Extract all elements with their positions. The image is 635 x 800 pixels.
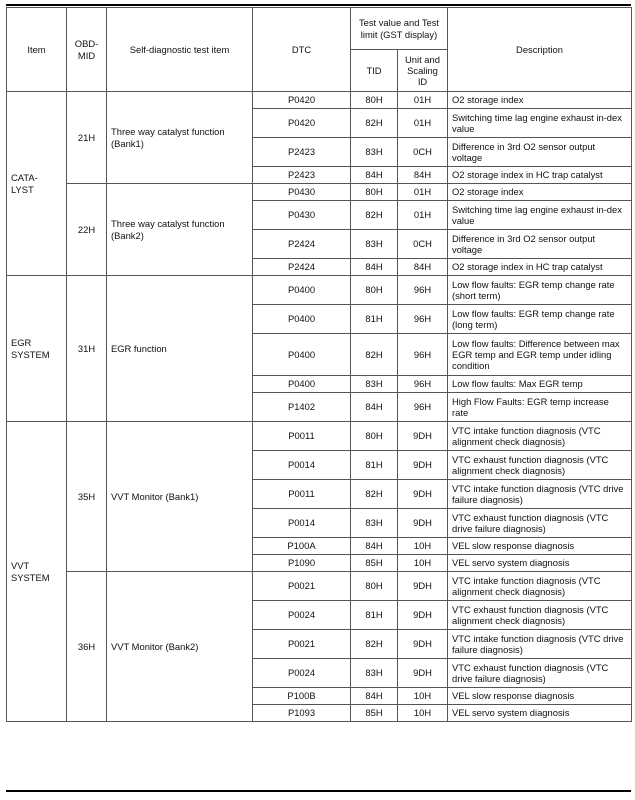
obd-mid-cell: 35H: [67, 422, 107, 572]
tid-cell: 82H: [351, 630, 398, 659]
description-cell: VTC intake function diagnosis (VTC drive failure diagnosis): [448, 630, 632, 659]
unit-cell: 01H: [398, 184, 448, 201]
tid-cell: 80H: [351, 572, 398, 601]
description-cell: Switching time lag engine exhaust in-dex value: [448, 109, 632, 138]
description-cell: Switching time lag engine exhaust in-dex value: [448, 201, 632, 230]
dtc-cell: P0024: [253, 601, 351, 630]
header-tid: TID: [351, 50, 398, 92]
dtc-cell: P0011: [253, 480, 351, 509]
tid-cell: 84H: [351, 538, 398, 555]
description-cell: VEL servo system diagnosis: [448, 555, 632, 572]
tid-cell: 80H: [351, 184, 398, 201]
description-cell: VTC intake function diagnosis (VTC alignment check diagnosis): [448, 422, 632, 451]
tid-cell: 82H: [351, 480, 398, 509]
dtc-cell: P2424: [253, 259, 351, 276]
test-item-cell: Three way catalyst function (Bank1): [107, 92, 253, 184]
description-cell: VTC intake function diagnosis (VTC drive failure diagnosis): [448, 480, 632, 509]
unit-cell: 9DH: [398, 572, 448, 601]
test-item-cell: VVT Monitor (Bank1): [107, 422, 253, 572]
bottom-rule: [6, 790, 631, 792]
dtc-cell: P0400: [253, 276, 351, 305]
header-item: Item: [7, 8, 67, 92]
unit-cell: 01H: [398, 201, 448, 230]
description-cell: Low flow faults: EGR temp change rate (short term): [448, 276, 632, 305]
unit-cell: 9DH: [398, 659, 448, 688]
dtc-cell: P0420: [253, 92, 351, 109]
unit-cell: 9DH: [398, 509, 448, 538]
table-row: [7, 184, 632, 201]
table-row: [7, 422, 632, 451]
unit-cell: 84H: [398, 259, 448, 276]
dtc-cell: P0430: [253, 184, 351, 201]
unit-cell: 84H: [398, 167, 448, 184]
dtc-cell: P0400: [253, 305, 351, 334]
table-body: [7, 92, 632, 722]
dtc-cell: P2423: [253, 138, 351, 167]
tid-cell: 82H: [351, 334, 398, 376]
tid-cell: 80H: [351, 276, 398, 305]
test-item-cell: VVT Monitor (Bank2): [107, 572, 253, 722]
tid-cell: 81H: [351, 305, 398, 334]
tid-cell: 84H: [351, 688, 398, 705]
description-cell: VTC intake function diagnosis (VTC alignment check diagnosis): [448, 572, 632, 601]
description-cell: VTC exhaust function diagnosis (VTC drive failure diagnosis): [448, 509, 632, 538]
unit-cell: 01H: [398, 92, 448, 109]
description-cell: VTC exhaust function diagnosis (VTC alignment check diagnosis): [448, 601, 632, 630]
unit-cell: 96H: [398, 276, 448, 305]
tid-cell: 83H: [351, 659, 398, 688]
unit-cell: 9DH: [398, 630, 448, 659]
dtc-cell: P1093: [253, 705, 351, 722]
unit-cell: 0CH: [398, 138, 448, 167]
header-obd-mid: [67, 8, 107, 92]
dtc-cell: P100B: [253, 688, 351, 705]
item-cell: EGR SYSTEM: [7, 276, 67, 422]
tid-cell: 84H: [351, 393, 398, 422]
tid-cell: 82H: [351, 109, 398, 138]
description-cell: VEL slow response diagnosis: [448, 688, 632, 705]
top-rule: [6, 4, 631, 6]
test-item-cell: Three way catalyst function (Bank2): [107, 184, 253, 276]
dtc-cell: P0024: [253, 659, 351, 688]
obd-mid-cell: 31H: [67, 276, 107, 422]
unit-cell: 9DH: [398, 601, 448, 630]
table-row: [7, 572, 632, 601]
tid-cell: 81H: [351, 601, 398, 630]
table-row: [7, 276, 632, 305]
unit-cell: 9DH: [398, 422, 448, 451]
test-item-cell: EGR function: [107, 276, 253, 422]
header-self-diagnostic: Self-diagnostic test item: [107, 8, 253, 92]
unit-cell: 96H: [398, 305, 448, 334]
obd-mid-cell: 22H: [67, 184, 107, 276]
description-cell: VEL servo system diagnosis: [448, 705, 632, 722]
tid-cell: 80H: [351, 92, 398, 109]
description-cell: O2 storage index in HC trap catalyst: [448, 167, 632, 184]
unit-cell: 96H: [398, 376, 448, 393]
unit-cell: 0CH: [398, 230, 448, 259]
unit-cell: 10H: [398, 555, 448, 572]
tid-cell: 81H: [351, 451, 398, 480]
description-cell: VEL slow response diagnosis: [448, 538, 632, 555]
dtc-cell: P0420: [253, 109, 351, 138]
unit-cell: 96H: [398, 334, 448, 376]
header-test-value: Test value and Test limit (GST display): [351, 8, 448, 50]
unit-cell: 01H: [398, 109, 448, 138]
unit-cell: 9DH: [398, 480, 448, 509]
tid-cell: 84H: [351, 259, 398, 276]
dtc-cell: P0014: [253, 451, 351, 480]
header-unit-scaling: Unit and Scaling ID: [398, 50, 448, 92]
tid-cell: 85H: [351, 555, 398, 572]
diagnostic-table: [6, 7, 632, 722]
dtc-cell: P1090: [253, 555, 351, 572]
tid-cell: 85H: [351, 705, 398, 722]
description-cell: High Flow Faults: EGR temp increase rate: [448, 393, 632, 422]
tid-cell: 82H: [351, 201, 398, 230]
description-cell: Low flow faults: EGR temp change rate (long term): [448, 305, 632, 334]
unit-cell: 10H: [398, 538, 448, 555]
dtc-cell: P2424: [253, 230, 351, 259]
item-cell: CATA- LYST: [7, 92, 67, 276]
dtc-cell: P0021: [253, 630, 351, 659]
dtc-cell: P2423: [253, 167, 351, 184]
description-cell: O2 storage index: [448, 92, 632, 109]
description-cell: VTC exhaust function diagnosis (VTC alignment check diagnosis): [448, 451, 632, 480]
description-cell: O2 storage index in HC trap catalyst: [448, 259, 632, 276]
unit-cell: 96H: [398, 393, 448, 422]
unit-cell: 9DH: [398, 451, 448, 480]
dtc-cell: P0014: [253, 509, 351, 538]
dtc-cell: P0011: [253, 422, 351, 451]
dtc-cell: P0021: [253, 572, 351, 601]
unit-cell: 10H: [398, 705, 448, 722]
header-dtc: DTC: [253, 8, 351, 92]
header-description: Description: [448, 8, 632, 92]
dtc-cell: P0400: [253, 334, 351, 376]
description-cell: O2 storage index: [448, 184, 632, 201]
tid-cell: 83H: [351, 138, 398, 167]
dtc-cell: P0400: [253, 376, 351, 393]
tid-cell: 80H: [351, 422, 398, 451]
tid-cell: 83H: [351, 230, 398, 259]
description-cell: Difference in 3rd O2 sensor output voltage: [448, 138, 632, 167]
unit-cell: 10H: [398, 688, 448, 705]
obd-mid-cell: 36H: [67, 572, 107, 722]
dtc-cell: P1402: [253, 393, 351, 422]
table-row: [7, 92, 632, 109]
description-cell: Low flow faults: Difference between max EGR temp and EGR temp under idling condition: [448, 334, 632, 376]
table-header: [7, 8, 632, 92]
tid-cell: 84H: [351, 167, 398, 184]
tid-cell: 83H: [351, 509, 398, 538]
tid-cell: 83H: [351, 376, 398, 393]
header-obd-mid-text: OBD- MID: [74, 38, 99, 61]
item-cell: VVT SYSTEM: [7, 422, 67, 722]
description-cell: Low flow faults: Max EGR temp: [448, 376, 632, 393]
dtc-cell: P0430: [253, 201, 351, 230]
dtc-cell: P100A: [253, 538, 351, 555]
description-cell: VTC exhaust function diagnosis (VTC drive failure diagnosis): [448, 659, 632, 688]
obd-mid-cell: 21H: [67, 92, 107, 184]
description-cell: Difference in 3rd O2 sensor output voltage: [448, 230, 632, 259]
